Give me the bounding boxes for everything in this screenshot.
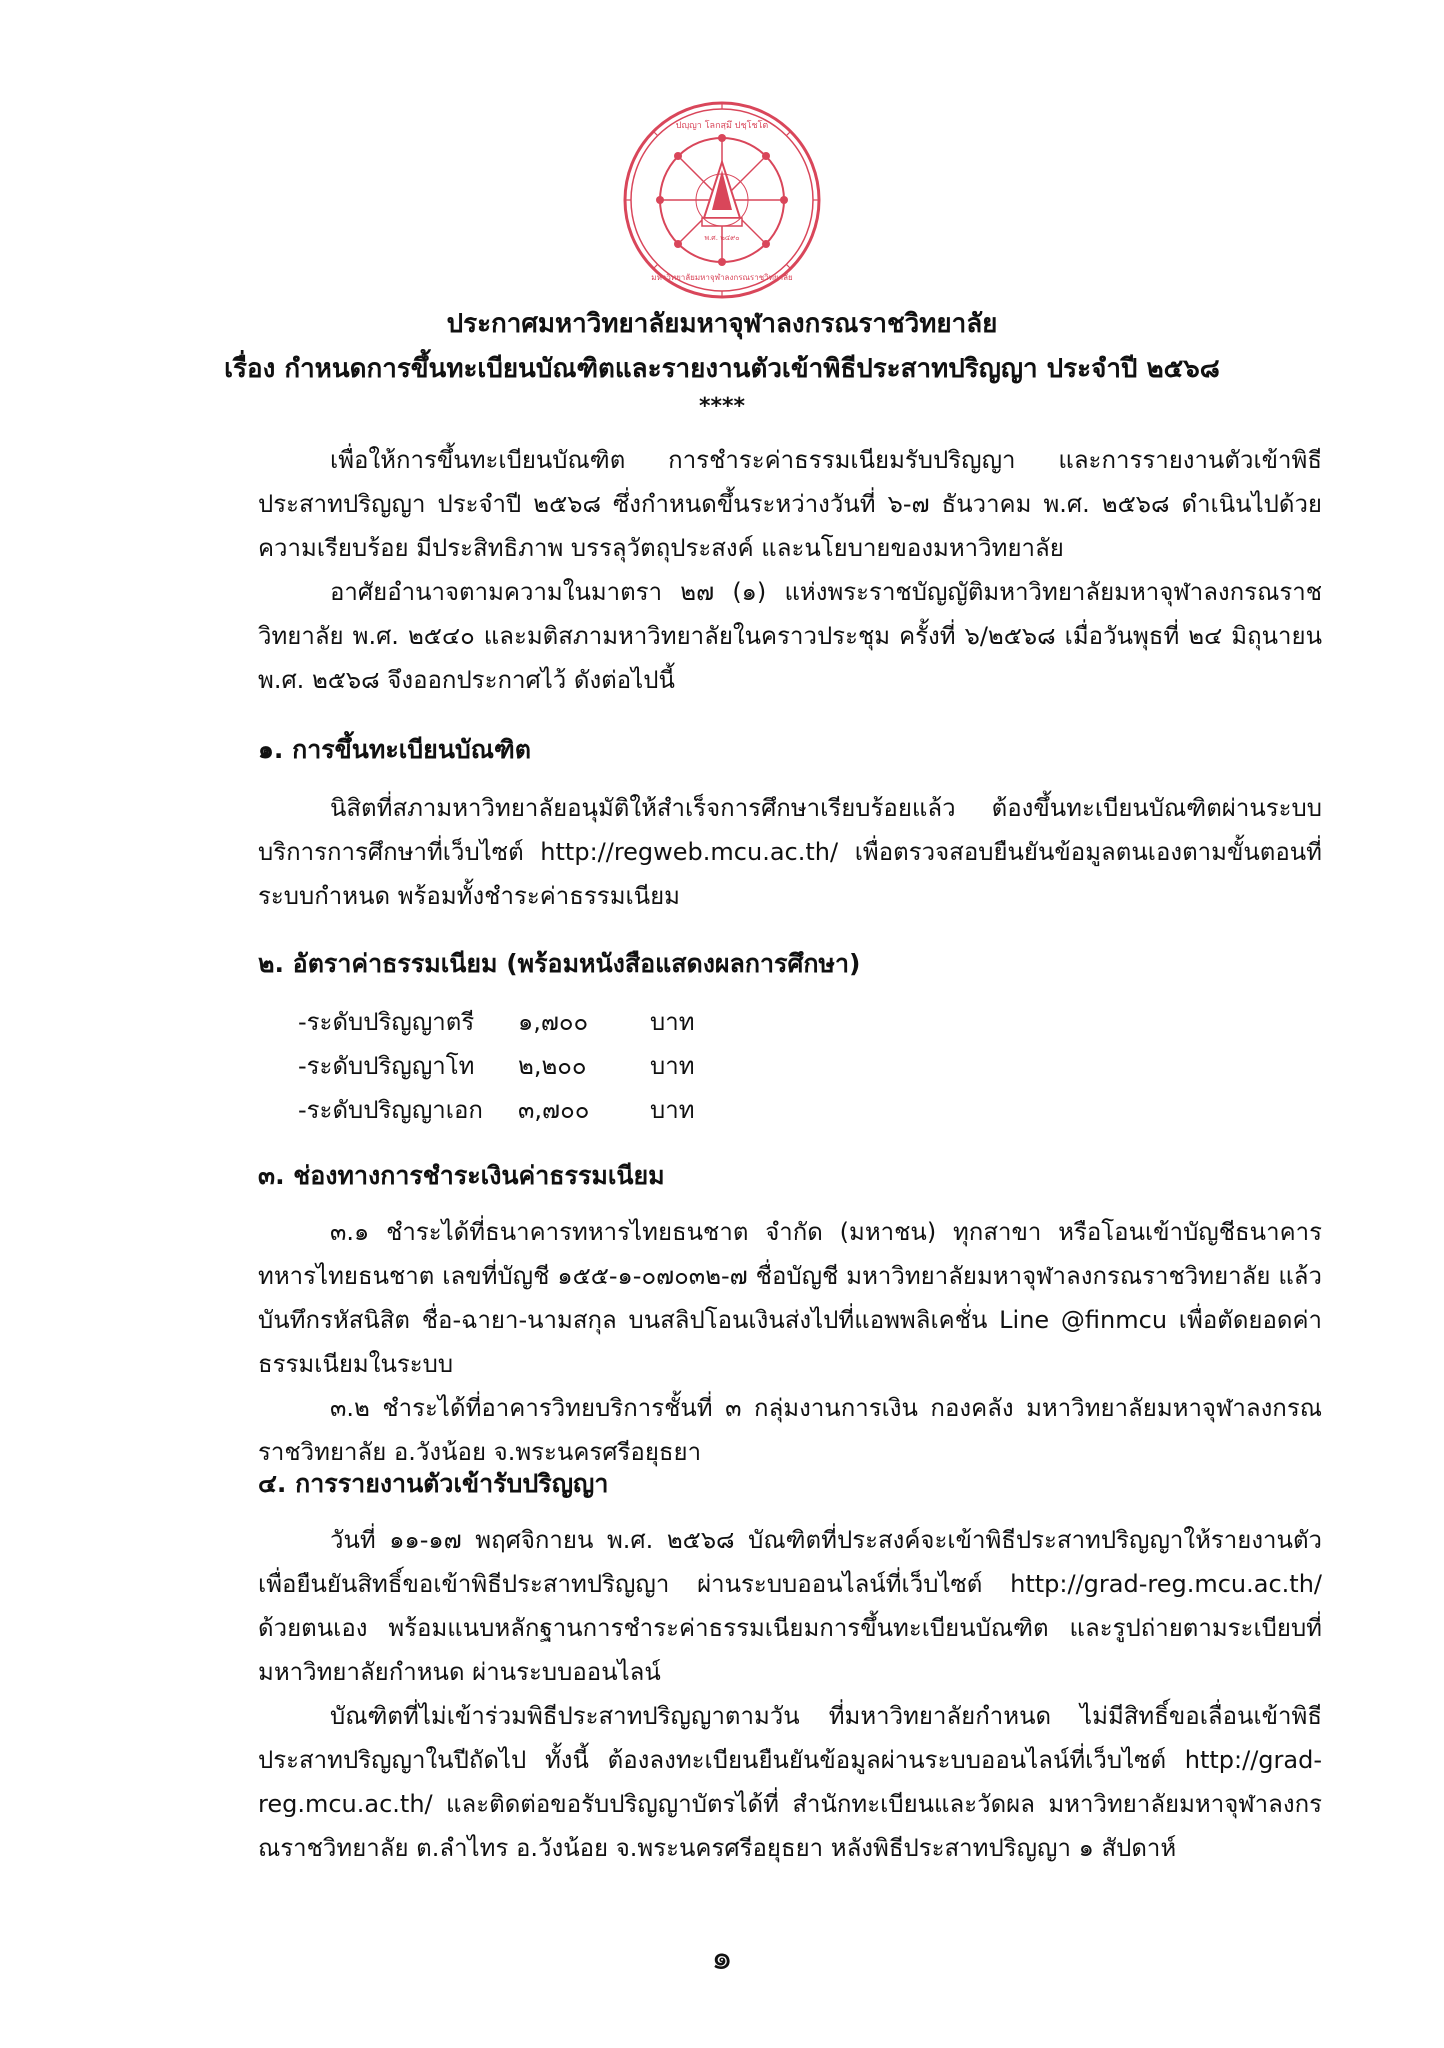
- section-1-paragraph: นิสิตที่สภามหาวิทยาลัยอนุมัติให้สำเร็จการศึกษาเรียบร้อยแล้ว ต้องขึ้นทะเบียนบัณฑิตผ่านระบบบริการการศึกษาที่เว็บไซต์ http://regweb.mcu.ac.th/ เพื่อตรวจสอบยืนยันข้อมูลตนเองตามขั้นตอนที่ระบบกำหนด พร้อมทั้งชำระค่าธรรมเนียม: [258, 794, 1322, 910]
- page-number: ๑: [711, 1938, 733, 1978]
- fee-unit: บาท: [650, 1008, 695, 1036]
- section-3-block: [258, 1210, 1322, 1474]
- section-1-block: [258, 786, 1322, 918]
- section-4-paragraph-1: วันที่ ๑๑-๑๗ พฤศจิกายน พ.ศ. ๒๕๖๘ บัณฑิตที่ประสงค์จะเข้าพิธีประสาทปริญญาให้รายงานตัว เพื่อยืนยันสิทธิ์ขอเข้าพิธีประสาทปริญญา ผ่านระบบออนไลน์ที่เว็บไซต์ http://grad-reg.mcu.ac.th/ ด้วยตนเอง พร้อมแนบหลักฐานการชำระค่าธรรมเนียมการขึ้นทะเบียนบัณฑิต และรูปถ่ายตามระเบียบที่มหาวิทยาลัยกำหนด ผ่านระบบออนไลน์: [258, 1526, 1322, 1686]
- section-4-title: ๔. การรายงานตัวเข้ารับปริญญา: [258, 1469, 609, 1498]
- intro-paragraph-1: เพื่อให้การขึ้นทะเบียนบัณฑิต การชำระค่าธรรมเนียมรับปริญญา และการรายงานตัวเข้าพิธีประสาทปริญญา ประจำปี ๒๕๖๘ ซึ่งกำหนดขึ้นระหว่างวันที่ ๖-๗ ธันวาคม พ.ศ. ๒๕๖๘ ดำเนินไปด้วยความเรียบร้อย มีประสิทธิภาพ บรรลุวัตถุประสงค์ และนโยบายของมหาวิทยาลัย: [258, 446, 1322, 562]
- heading-divider: ****: [698, 394, 746, 419]
- section-4-block: [258, 1518, 1322, 1870]
- intro-block: [258, 438, 1322, 702]
- intro-paragraph-2: อาศัยอำนาจตามความในมาตรา ๒๗ (๑) แห่งพระราชบัญญัติมหาวิทยาลัยมหาจุฬาลงกรณราชวิทยาลัย พ.ศ. ๒๕๔๐ และมติสภามหาวิทยาลัยในคราวประชุม ครั้งที่ ๖/๒๕๖๘ เมื่อวันพุธที่ ๒๔ มิถุนายน พ.ศ. ๒๕๖๘ จึงออกประกาศไว้ ดังต่อไปนี้: [258, 578, 1322, 694]
- fee-amount: ๒,๒๐๐: [518, 1052, 587, 1080]
- section-3-paragraph-2: ๓.๒ ชำระได้ที่อาคารวิทยบริการชั้นที่ ๓ กลุ่มงานการเงิน กองคลัง มหาวิทยาลัยมหาจุฬาลงกรณราชวิทยาลัย อ.วังน้อย จ.พระนครศรีอยุธยา: [258, 1394, 1322, 1466]
- announcement-org: ประกาศมหาวิทยาลัยมหาจุฬาลงกรณราชวิทยาลัย: [446, 309, 998, 339]
- fee-amount: ๓,๗๐๐: [518, 1096, 590, 1124]
- section-3-paragraph-1: ๓.๑ ชำระได้ที่ธนาคารทหารไทยธนชาต จำกัด (มหาชน) ทุกสาขา หรือโอนเข้าบัญชีธนาคารทหารไทยธนชาต เลขที่บัญชี ๑๕๕-๑-๐๗๐๓๒-๗ ชื่อบัญชี มหาวิทยาลัยมหาจุฬาลงกรณราชวิทยาลัย แล้วบันทึกรหัสนิสิต ชื่อ-ฉายา-นามสกุล บนสลิปโอนเงินส่งไปที่แอพพลิเคชั่น Line @finmcu เพื่อตัดยอดค่าธรรมเนียมในระบบ: [258, 1218, 1322, 1378]
- seal-center-text: พ.ศ. ๒๔๙๐: [704, 234, 740, 242]
- university-seal: [622, 100, 822, 300]
- fee-amount: ๑,๗๐๐: [518, 1008, 589, 1036]
- section-4-paragraph-2: บัณฑิตที่ไม่เข้าร่วมพิธีประสาทปริญญาตามวัน ที่มหาวิทยาลัยกำหนด ไม่มีสิทธิ์ขอเลื่อนเข้าพิธีประสาทปริญญาในปีถัดไป ทั้งนี้ ต้องลงทะเบียนยืนยันข้อมูลผ่านระบบออนไลน์ที่เว็บไซต์ http://grad-reg.mcu.ac.th/ และติดต่อขอรับปริญญาบัตรได้ที่ สำนักทะเบียนและวัดผล มหาวิทยาลัยมหาจุฬาลงกรณราชวิทยาลัย ต.ลำไทร อ.วังน้อย จ.พระนครศรีอยุธยา หลังพิธีประสาทปริญญา ๑ สัปดาห์: [258, 1702, 1322, 1862]
- section-1-title: ๑. การขึ้นทะเบียนบัณฑิต: [258, 735, 531, 764]
- seal-bottom-text: มหาวิทยาลัยมหาจุฬาลงกรณราชวิทยาลัย: [651, 273, 793, 282]
- fee-level: -ระดับปริญญาโท: [298, 1052, 475, 1080]
- section-2-title: ๒. อัตราค่าธรรมเนียม (พร้อมหนังสือแสดงผลการศึกษา): [258, 949, 861, 978]
- fee-unit: บาท: [650, 1052, 695, 1080]
- seal-top-text: ปญฺญา โลกสฺมึ ปชฺโชโต: [675, 121, 769, 131]
- fee-unit: บาท: [650, 1096, 695, 1124]
- fee-level: -ระดับปริญญาตรี: [298, 1008, 475, 1036]
- announcement-subject: เรื่อง กำหนดการขึ้นทะเบียนบัณฑิตและรายงานตัวเข้าพิธีประสาทปริญญา ประจำปี ๒๕๖๘: [224, 354, 1220, 384]
- fee-level: -ระดับปริญญาเอก: [298, 1096, 483, 1124]
- section-3-title: ๓. ช่องทางการชำระเงินค่าธรรมเนียม: [258, 1161, 665, 1190]
